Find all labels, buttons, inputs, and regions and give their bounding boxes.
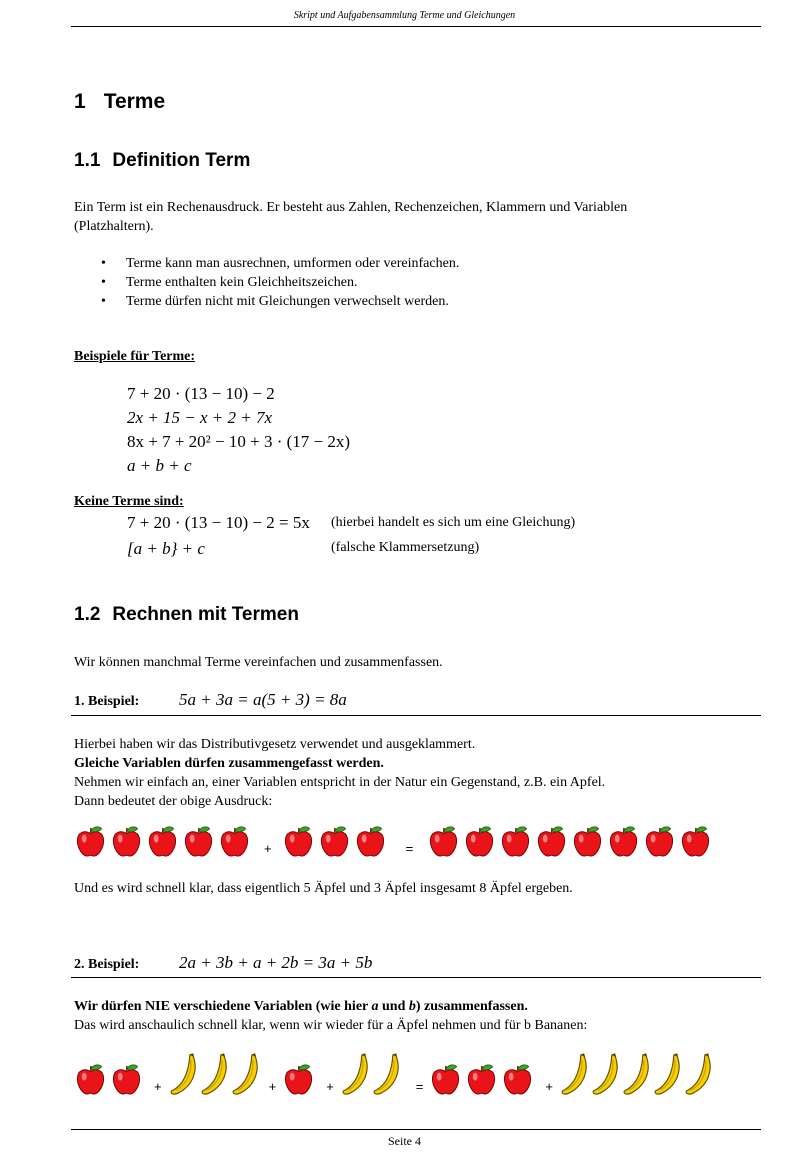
apple-icon (182, 825, 215, 858)
definition-paragraph (74, 198, 764, 236)
example-1-conclusion: Und es wird schnell klar, dass eigentlich 5 Äpfel und 3 Äpfel insgesamt 8 Äpfel ergeben. (74, 881, 573, 896)
variable-b: b (408, 999, 416, 1014)
definition-line-2: (Platzhaltern). (74, 219, 154, 234)
group-2b (340, 1052, 402, 1096)
footer-divider (71, 1129, 761, 1130)
banana-icon (230, 1052, 260, 1096)
banana-icon (199, 1052, 229, 1096)
apple-icon (571, 825, 604, 858)
example-1-label: 1. Beispiel: (74, 694, 140, 709)
apple-icon (427, 825, 460, 858)
apple-icon (218, 825, 251, 858)
section-title: Rechnen mit Termen (112, 604, 299, 625)
banana-icon (371, 1052, 401, 1096)
apple-icon (535, 825, 568, 858)
non-term-1-note: (hierbei handelt es sich um eine Gleichung) (331, 515, 576, 530)
definition-line-1: Ein Term ist ein Rechenausdruck. Er besteht aus Zahlen, Rechenzeichen, Klammern und Variablen (74, 200, 628, 215)
example-1-text-3: Nehmen wir einfach an, einer Variablen entspricht in der Natur ein Gegenstand, z.B. ein Apfel. (74, 775, 606, 790)
apple-icon (110, 1063, 143, 1096)
section-1-2-heading (74, 604, 299, 626)
banana-icon (340, 1052, 370, 1096)
group-2a (74, 1063, 146, 1096)
banana-icon (168, 1052, 198, 1096)
banana-icon (652, 1052, 682, 1096)
section-title: Terme (103, 90, 166, 113)
group-3b (168, 1052, 261, 1096)
apple-icon (318, 825, 351, 858)
apple-group-right (427, 825, 715, 858)
non-term-2-note: (falsche Klammersetzung) (331, 540, 480, 555)
examples-heading: Beispiele für Terme: (74, 349, 196, 364)
plus-sign: + (154, 1079, 162, 1094)
apple-group-left (74, 825, 254, 858)
example-term-3: 8x + 7 + 20² − 10 + 3 · (17 − 2x) (127, 432, 351, 451)
apple-icon (429, 1063, 462, 1096)
apple-group-middle (282, 825, 390, 858)
equals-sign: = (405, 841, 414, 856)
intro-paragraph: Wir können manchmal Terme vereinfachen und zusammenfassen. (74, 655, 443, 670)
section-1-heading (74, 90, 165, 114)
list-item-text: Terme kann man ausrechnen, umformen oder vereinfachen. (126, 256, 460, 271)
apple-icon (501, 1063, 534, 1096)
apple-illustration-row (74, 825, 715, 858)
bullet-icon: • (101, 256, 106, 271)
example-2-explanation (74, 997, 764, 1035)
list-item-text: Terme dürfen nicht mit Gleichungen verwechselt werden. (126, 294, 449, 309)
apple-banana-illustration-row (74, 1052, 714, 1096)
group-5b (559, 1052, 714, 1096)
example-1-text-1: Hierbei haben wir das Distributivgesetz verwendet und ausgeklammert. (74, 737, 476, 752)
list-item-text: Terme enthalten kein Gleichheitszeichen. (126, 275, 358, 290)
plus-sign: + (268, 1079, 277, 1094)
example-term-1: 7 + 20 · (13 − 10) − 2 (127, 384, 275, 403)
bullet-icon: • (101, 275, 106, 290)
section-1-1-heading (74, 150, 250, 172)
group-a (282, 1063, 318, 1096)
apple-icon (463, 825, 496, 858)
section-title: Definition Term (112, 150, 251, 171)
apple-icon (282, 1063, 315, 1096)
example-2-label: 2. Beispiel: (74, 957, 140, 972)
example-term-4: a + b + c (127, 456, 192, 475)
banana-icon (590, 1052, 620, 1096)
non-term-2: [a + b} + c (127, 539, 205, 558)
list-item (101, 292, 746, 311)
group-3a (429, 1063, 537, 1096)
list-item (101, 254, 746, 273)
apple-icon (146, 825, 179, 858)
banana-icon (621, 1052, 651, 1096)
apple-icon (354, 825, 387, 858)
banana-icon (683, 1052, 713, 1096)
example-1-divider (71, 715, 761, 716)
variable-a: a (371, 999, 379, 1014)
example-2-divider (71, 977, 761, 978)
non-terms-heading: Keine Terme sind: (74, 494, 184, 509)
apple-icon (643, 825, 676, 858)
plus-sign: + (545, 1079, 553, 1094)
example-1-formula: 5a + 3a = a(5 + 3) = 8a (179, 690, 347, 709)
apple-icon (74, 825, 107, 858)
apple-icon (499, 825, 532, 858)
bullet-list (101, 254, 746, 311)
section-number: 1.2 (74, 604, 101, 625)
apple-icon (282, 825, 315, 858)
section-number: 1.1 (74, 150, 101, 171)
page-header: Skript und Aufgabensammlung Terme und Gleichungen (293, 10, 516, 21)
apple-icon (607, 825, 640, 858)
apple-icon (465, 1063, 498, 1096)
plus-sign: + (326, 1079, 334, 1094)
header-divider (71, 26, 761, 27)
example-1-text-2: Gleiche Variablen dürfen zusammengefasst werden. (74, 756, 384, 771)
example-2-bold-text: Wir dürfen NIE verschiedene Variablen (wie hier a und b) zusammenfassen. (74, 999, 528, 1014)
example-1-text-4: Dann bedeutet der obige Ausdruck: (74, 794, 273, 809)
example-2-text: Das wird anschaulich schnell klar, wenn wir wieder für a Äpfel nehmen und für b Bananen: (74, 1018, 588, 1033)
list-item (101, 273, 746, 292)
apple-icon (74, 1063, 107, 1096)
apple-icon (110, 825, 143, 858)
example-term-2: 2x + 15 − x + 2 + 7x (127, 408, 273, 427)
section-number: 1 (74, 90, 86, 113)
example-1-explanation (74, 735, 764, 811)
non-term-1: 7 + 20 · (13 − 10) − 2 = 5x (127, 513, 310, 532)
example-2-formula: 2a + 3b + a + 2b = 3a + 5b (179, 953, 373, 972)
banana-icon (559, 1052, 589, 1096)
bullet-icon: • (101, 294, 106, 309)
apple-icon (679, 825, 712, 858)
equals-sign: = (415, 1079, 424, 1094)
plus-sign: + (264, 841, 272, 856)
page-number: Seite 4 (388, 1134, 421, 1148)
